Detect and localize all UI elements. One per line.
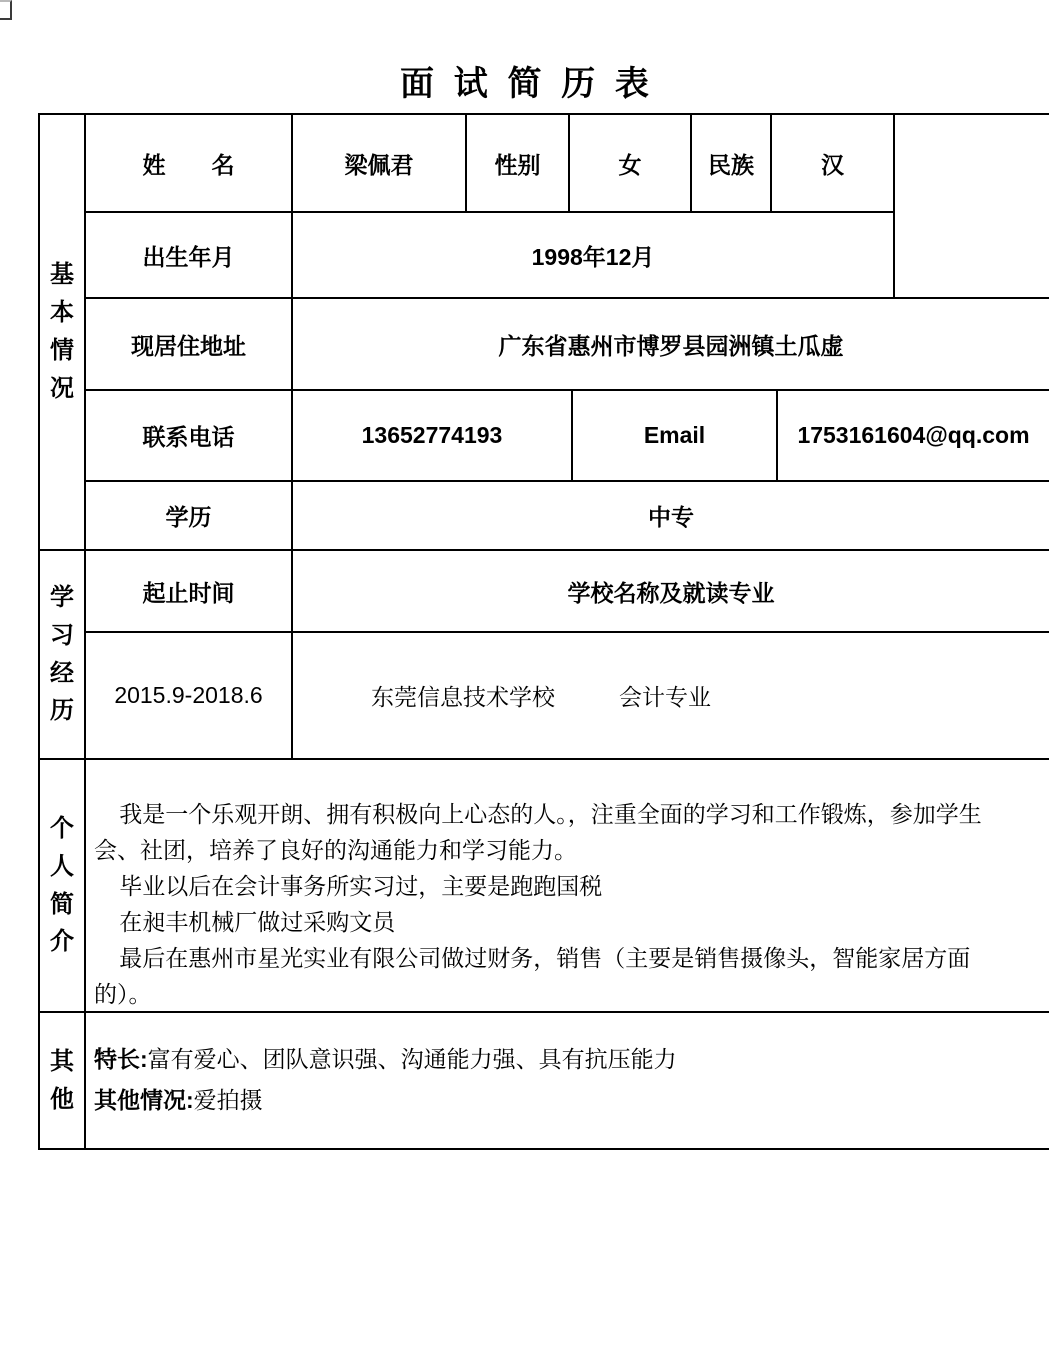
section-other — [40, 1013, 1049, 1148]
name-label-cell — [86, 115, 293, 211]
photo-cell — [893, 115, 1049, 297]
other-info-label: 其他情况: — [94, 1087, 194, 1113]
other-info-line — [94, 1080, 1029, 1121]
basic-rows-1-2-left — [86, 115, 893, 297]
email-label-cell: Email — [573, 391, 778, 480]
row-contact — [86, 391, 1049, 482]
education-label-cell: 学历 — [86, 482, 293, 549]
profile-paragraph: 最后在惠州市星光实业有限公司做过财务，销售（主要是销售摄像头，智能家居方面的）。 — [94, 945, 971, 1007]
section-label-basic-text: 基本情况 — [50, 261, 74, 402]
section-label-profile — [40, 760, 86, 1011]
education-value-cell: 中专 — [648, 504, 694, 530]
major-name: 会计专业 — [619, 684, 711, 710]
address-value-cell: 广东省惠州市博罗县园洲镇土瓜虚 — [498, 332, 844, 359]
ethnicity-value-cell: 汉 — [821, 151, 844, 178]
period-value-cell: 2015.9-2018.6 — [86, 633, 293, 758]
address-label-cell: 现居住地址 — [86, 299, 293, 389]
row-name — [86, 115, 893, 213]
section-basic-body — [86, 115, 1049, 549]
row-study-item — [86, 633, 1049, 758]
profile-paragraph: 在昶丰机械厂做过采购文员 — [119, 909, 396, 935]
specialty-label: 特长: — [94, 1046, 148, 1072]
section-label-basic — [40, 115, 86, 549]
profile-paragraph: 我是一个乐观开朗、拥有积极向上心态的人。，注重全面的学习和工作锻炼，参加学生会、社团，培养了良好的沟通能力和学习能力。 — [94, 801, 982, 863]
birth-label-cell: 出生年月 — [86, 213, 293, 297]
section-label-study — [40, 551, 86, 758]
other-text-cell — [86, 1013, 1049, 1148]
school-header-cell: 学校名称及就读专业 — [567, 579, 775, 606]
section-basic-info — [40, 115, 1049, 551]
section-label-study-text: 学习经历 — [50, 583, 74, 725]
row-education — [86, 482, 1049, 549]
row-study-header — [86, 551, 1049, 633]
section-study-history — [40, 551, 1049, 760]
section-label-other — [40, 1013, 86, 1148]
specialty-line — [94, 1039, 1029, 1080]
ethnicity-label-cell: 民族 — [692, 115, 772, 211]
phone-label-cell: 联系电话 — [86, 391, 293, 480]
birth-value-cell: 1998年12月 — [531, 243, 655, 270]
row-birth — [86, 213, 893, 297]
profile-paragraph: 毕业以后在会计事务所实习过，主要是跑跑国税 — [119, 873, 603, 899]
school-value-cell — [293, 633, 1049, 758]
resume-table — [38, 113, 1049, 1150]
row-address — [86, 299, 1049, 391]
other-info-value: 爱拍摄 — [193, 1087, 263, 1113]
email-value-cell: 1753161604@qq.com — [797, 422, 1030, 448]
gender-value-cell: 女 — [570, 115, 692, 211]
phone-value-cell: 13652774193 — [293, 391, 573, 480]
basic-rows-1-2-group — [86, 115, 1049, 299]
section-label-other-text: 其他 — [50, 1047, 74, 1113]
name-value-cell: 梁佩君 — [293, 115, 467, 211]
school-name: 东莞信息技术学校 — [371, 684, 555, 710]
name-label: 姓名 — [142, 151, 281, 178]
period-header-cell: 起止时间 — [86, 551, 293, 631]
page-corner-artifact — [0, 0, 12, 20]
section-personal-profile — [40, 760, 1049, 1013]
gender-label-cell: 性别 — [467, 115, 570, 211]
section-study-body — [86, 551, 1049, 758]
specialty-value: 富有爱心、团队意识强、沟通能力强、具有抗压能力 — [147, 1046, 677, 1072]
profile-text-cell — [86, 760, 1049, 1011]
page-title: 面试简历表 — [400, 65, 669, 103]
section-label-profile-text: 个人简介 — [50, 814, 74, 956]
